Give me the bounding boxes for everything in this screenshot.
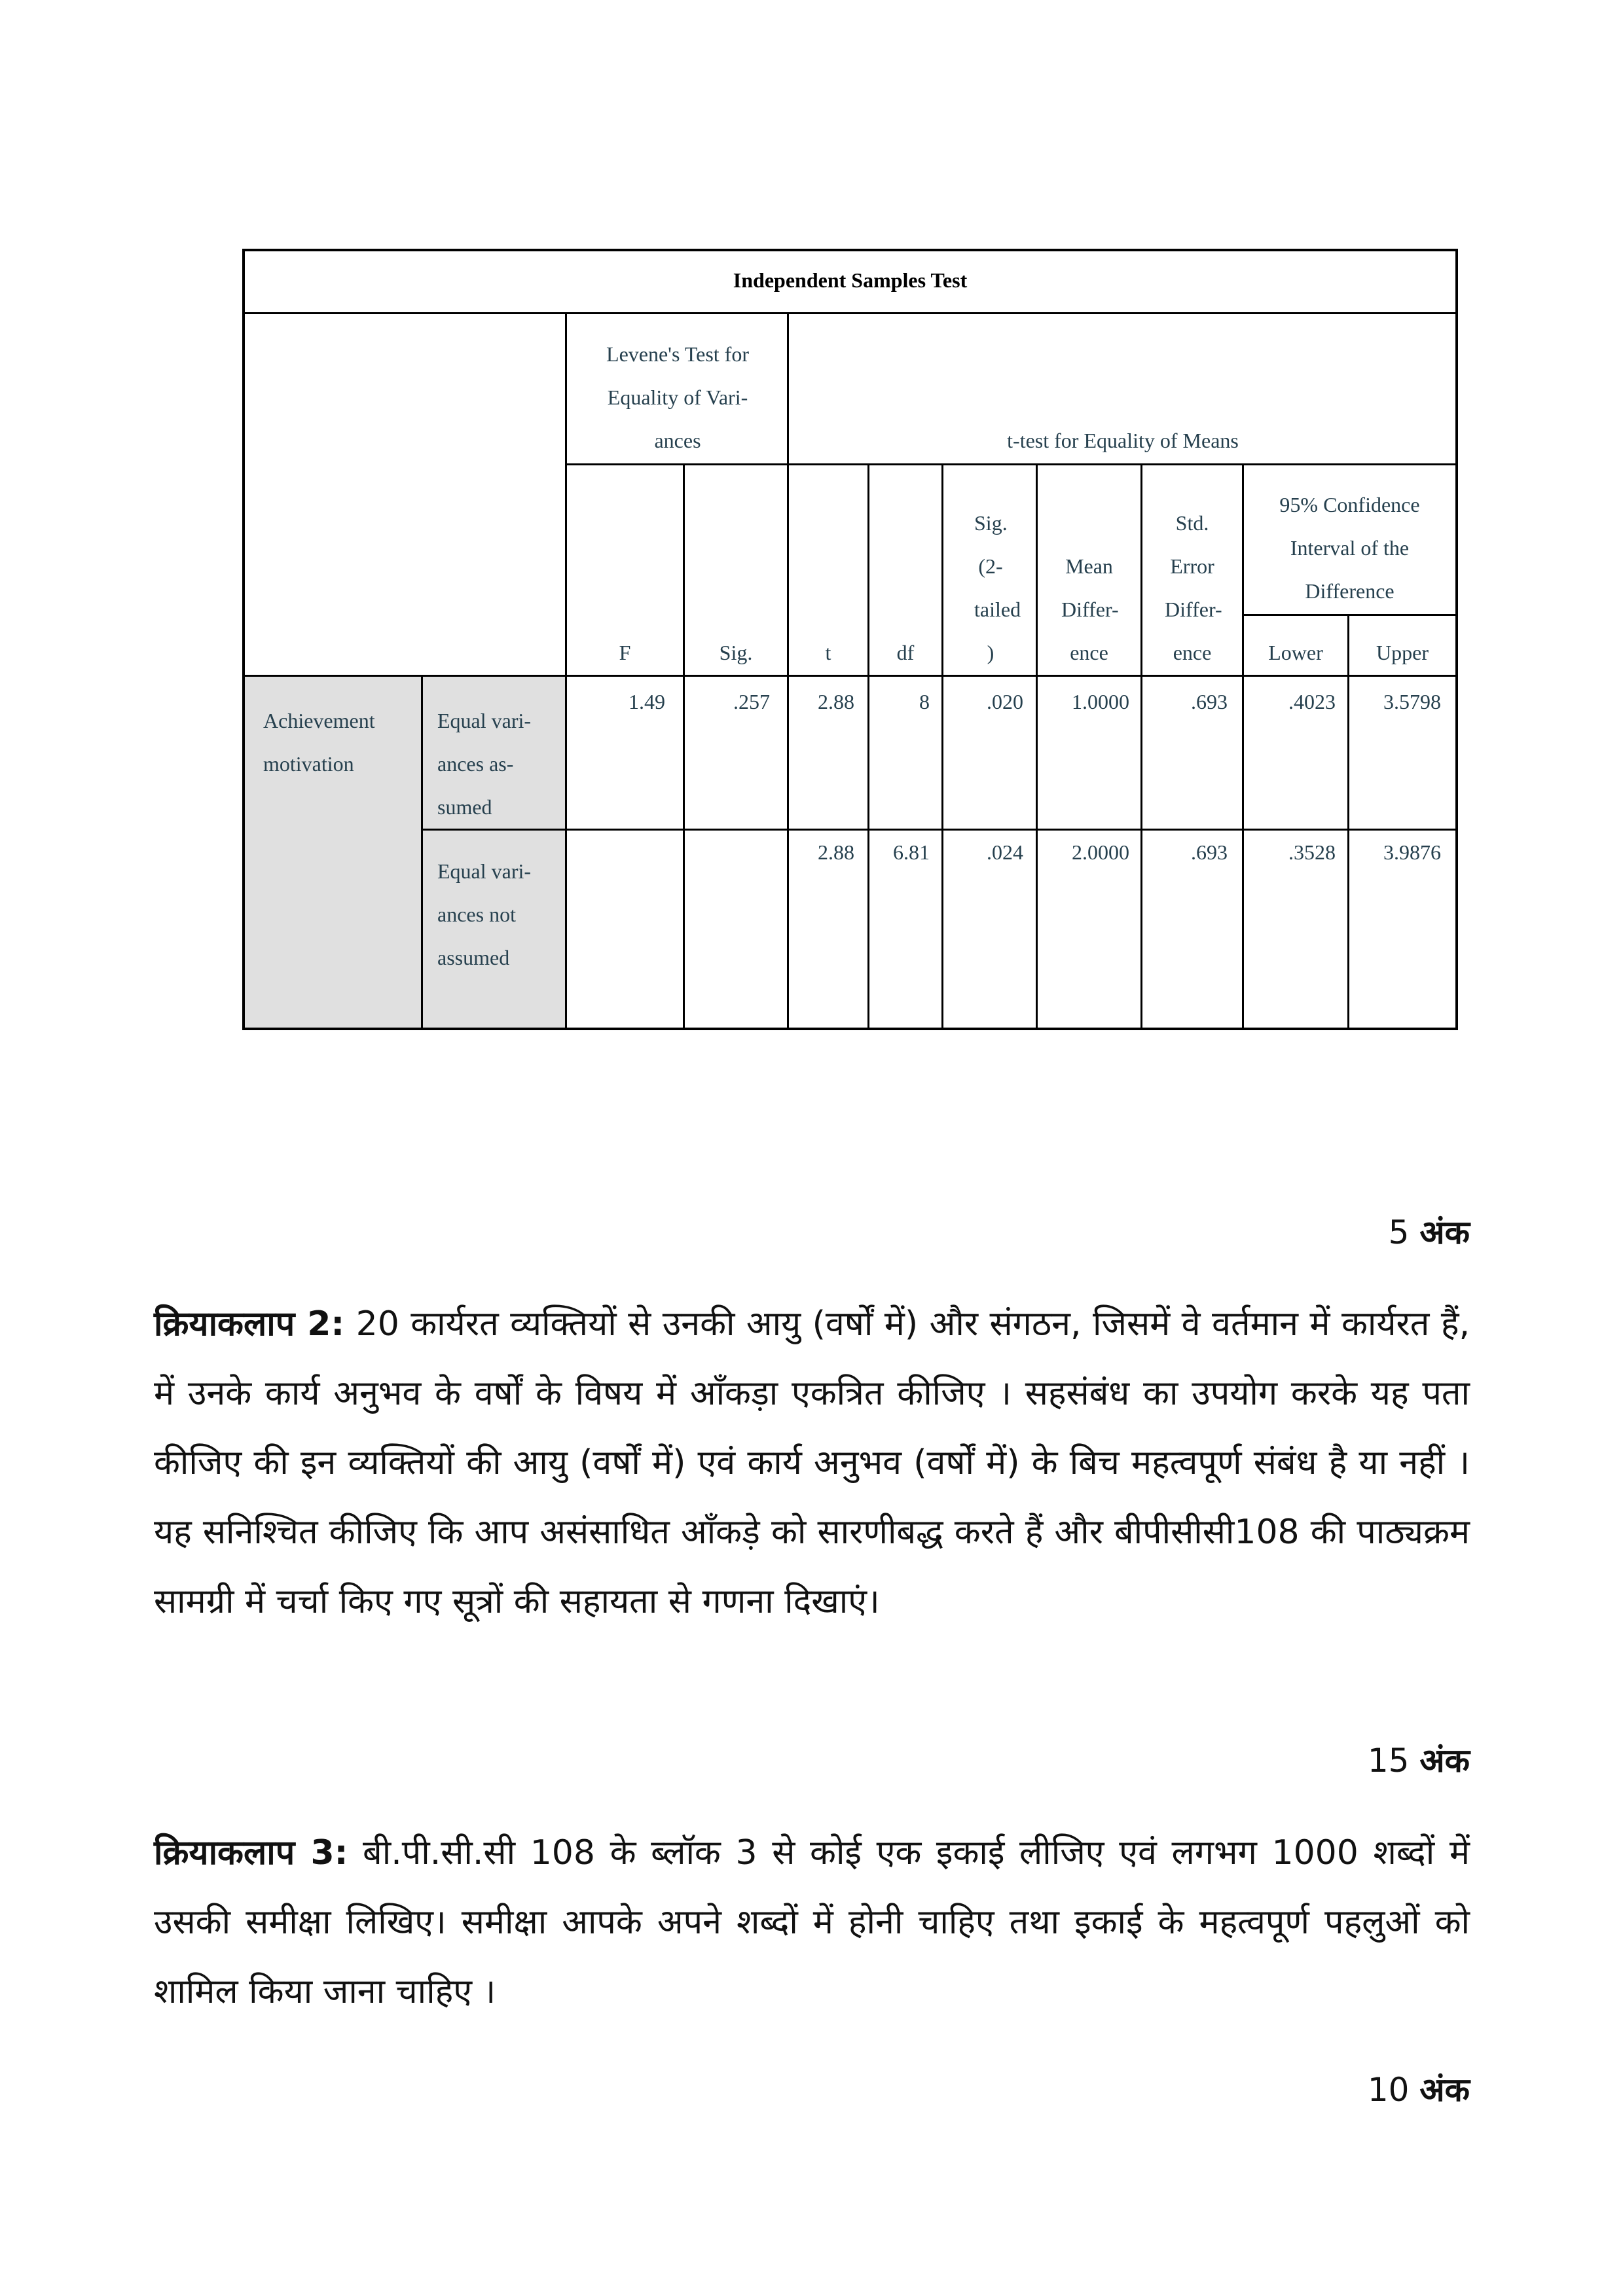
col-header-mean-difference: Mean Differ- ence — [1061, 554, 1119, 664]
activity2-marks — [1367, 1742, 1470, 1780]
activity3-body: बी.पी.सी.सी 108 के ब्लॉक 3 से कोई एक इकाई लीजिए एवं लगभग 1000 शब्दों में उसकी समीक्षा लिखिए। समीक्षा आपके अपने शब्दों में होनी चाहिए तथा इकाई के महत्वपूर्ण पहलुओं को शामिल किया जाना चाहिए । — [154, 1833, 1470, 2011]
row-1-df: 6.81 — [893, 840, 930, 864]
activity3-title: क्रियाकलाप 3: — [154, 1833, 348, 1873]
row-0-sig: .257 — [733, 690, 770, 713]
row-1-mean-diff: 2.0000 — [1072, 840, 1129, 864]
activity3-marks — [1367, 2071, 1470, 2109]
activity1-marks-number: 5 — [1388, 1213, 1410, 1251]
activity2-body: 20 कार्यरत व्यक्तियों से उनकी आयु (वर्षों में) और संगठन, जिसमें वे वर्तमान में कार्यरत हैं, में उनके कार्य अनुभव के वर्षों के विषय में आँकड़ा एकत्रित कीजिए । सहसंबंध का उपयोग करके यह पता कीजिए की इन व्यक्तियों की आयु (वर्षों में) एवं कार्य अनुभव (वर्षों में) के बिच महत्वपूर्ण संबंध है या नहीं । यह सनिश्चित कीजिए कि आप असंसाधित आँकड़े को सारणीबद्ध करते हैं और बीपीसीसी108 की पाठ्यक्रम सामग्री में चर्चा किए गए सूत्रों की सहायता से गणना दिखाएं। — [154, 1304, 1470, 1621]
activity2-marks-number: 15 — [1367, 1742, 1410, 1780]
table-title: Independent Samples Test — [733, 268, 968, 292]
col-header-sig: Sig. — [719, 641, 753, 664]
activity1-marks-unit: अंक — [1419, 1213, 1470, 1251]
col-header-sig-2-tailed: Sig. (2- tailed ) — [974, 511, 1021, 664]
row-1-std-err: .693 — [1191, 840, 1228, 864]
col-header-f: F — [619, 641, 631, 664]
activity2-title: क्रियाकलाप 2: — [154, 1304, 345, 1344]
activity2-paragraph — [154, 1289, 1470, 1636]
row-0-mean-diff: 1.0000 — [1072, 690, 1129, 713]
row-1-label: Equal vari- ances not assumed — [437, 859, 532, 969]
row-0-lower: .4023 — [1288, 690, 1336, 713]
row-0-std-err: .693 — [1191, 690, 1228, 713]
activity2-marks-unit: अंक — [1419, 1742, 1470, 1780]
col-header-t: t — [825, 641, 831, 664]
col-header-upper: Upper — [1376, 641, 1429, 664]
activity3-marks-number: 10 — [1367, 2071, 1410, 2109]
col-header-df: df — [896, 641, 915, 664]
row-label-achievement-motivation: Achievement motivation — [263, 709, 375, 776]
row-0-upper: 3.5798 — [1383, 690, 1441, 713]
row-0-f: 1.49 — [629, 690, 665, 713]
row-0-sig2: .020 — [987, 690, 1023, 713]
levene-header: Levene's Test for Equality of Vari- ances — [606, 342, 749, 452]
col-header-std-error-difference: Std. Error Differ- ence — [1165, 511, 1222, 664]
activity1-marks — [1388, 1213, 1470, 1251]
ttest-header: t-test for Equality of Means — [1007, 429, 1239, 452]
col-header-lower: Lower — [1268, 641, 1323, 664]
activity3-paragraph — [154, 1818, 1470, 2026]
row-0-label: Equal vari- ances as- sumed — [437, 709, 532, 819]
row-1-lower: .3528 — [1288, 840, 1336, 864]
ci-header: 95% Confidence Interval of the Difference — [1279, 493, 1420, 603]
row-0-df: 8 — [919, 690, 930, 713]
row-1-sig2: .024 — [987, 840, 1023, 864]
row-1-upper: 3.9876 — [1383, 840, 1441, 864]
activity3-marks-unit: अंक — [1419, 2071, 1470, 2109]
row-1-t: 2.88 — [818, 840, 854, 864]
row-0-t: 2.88 — [818, 690, 854, 713]
